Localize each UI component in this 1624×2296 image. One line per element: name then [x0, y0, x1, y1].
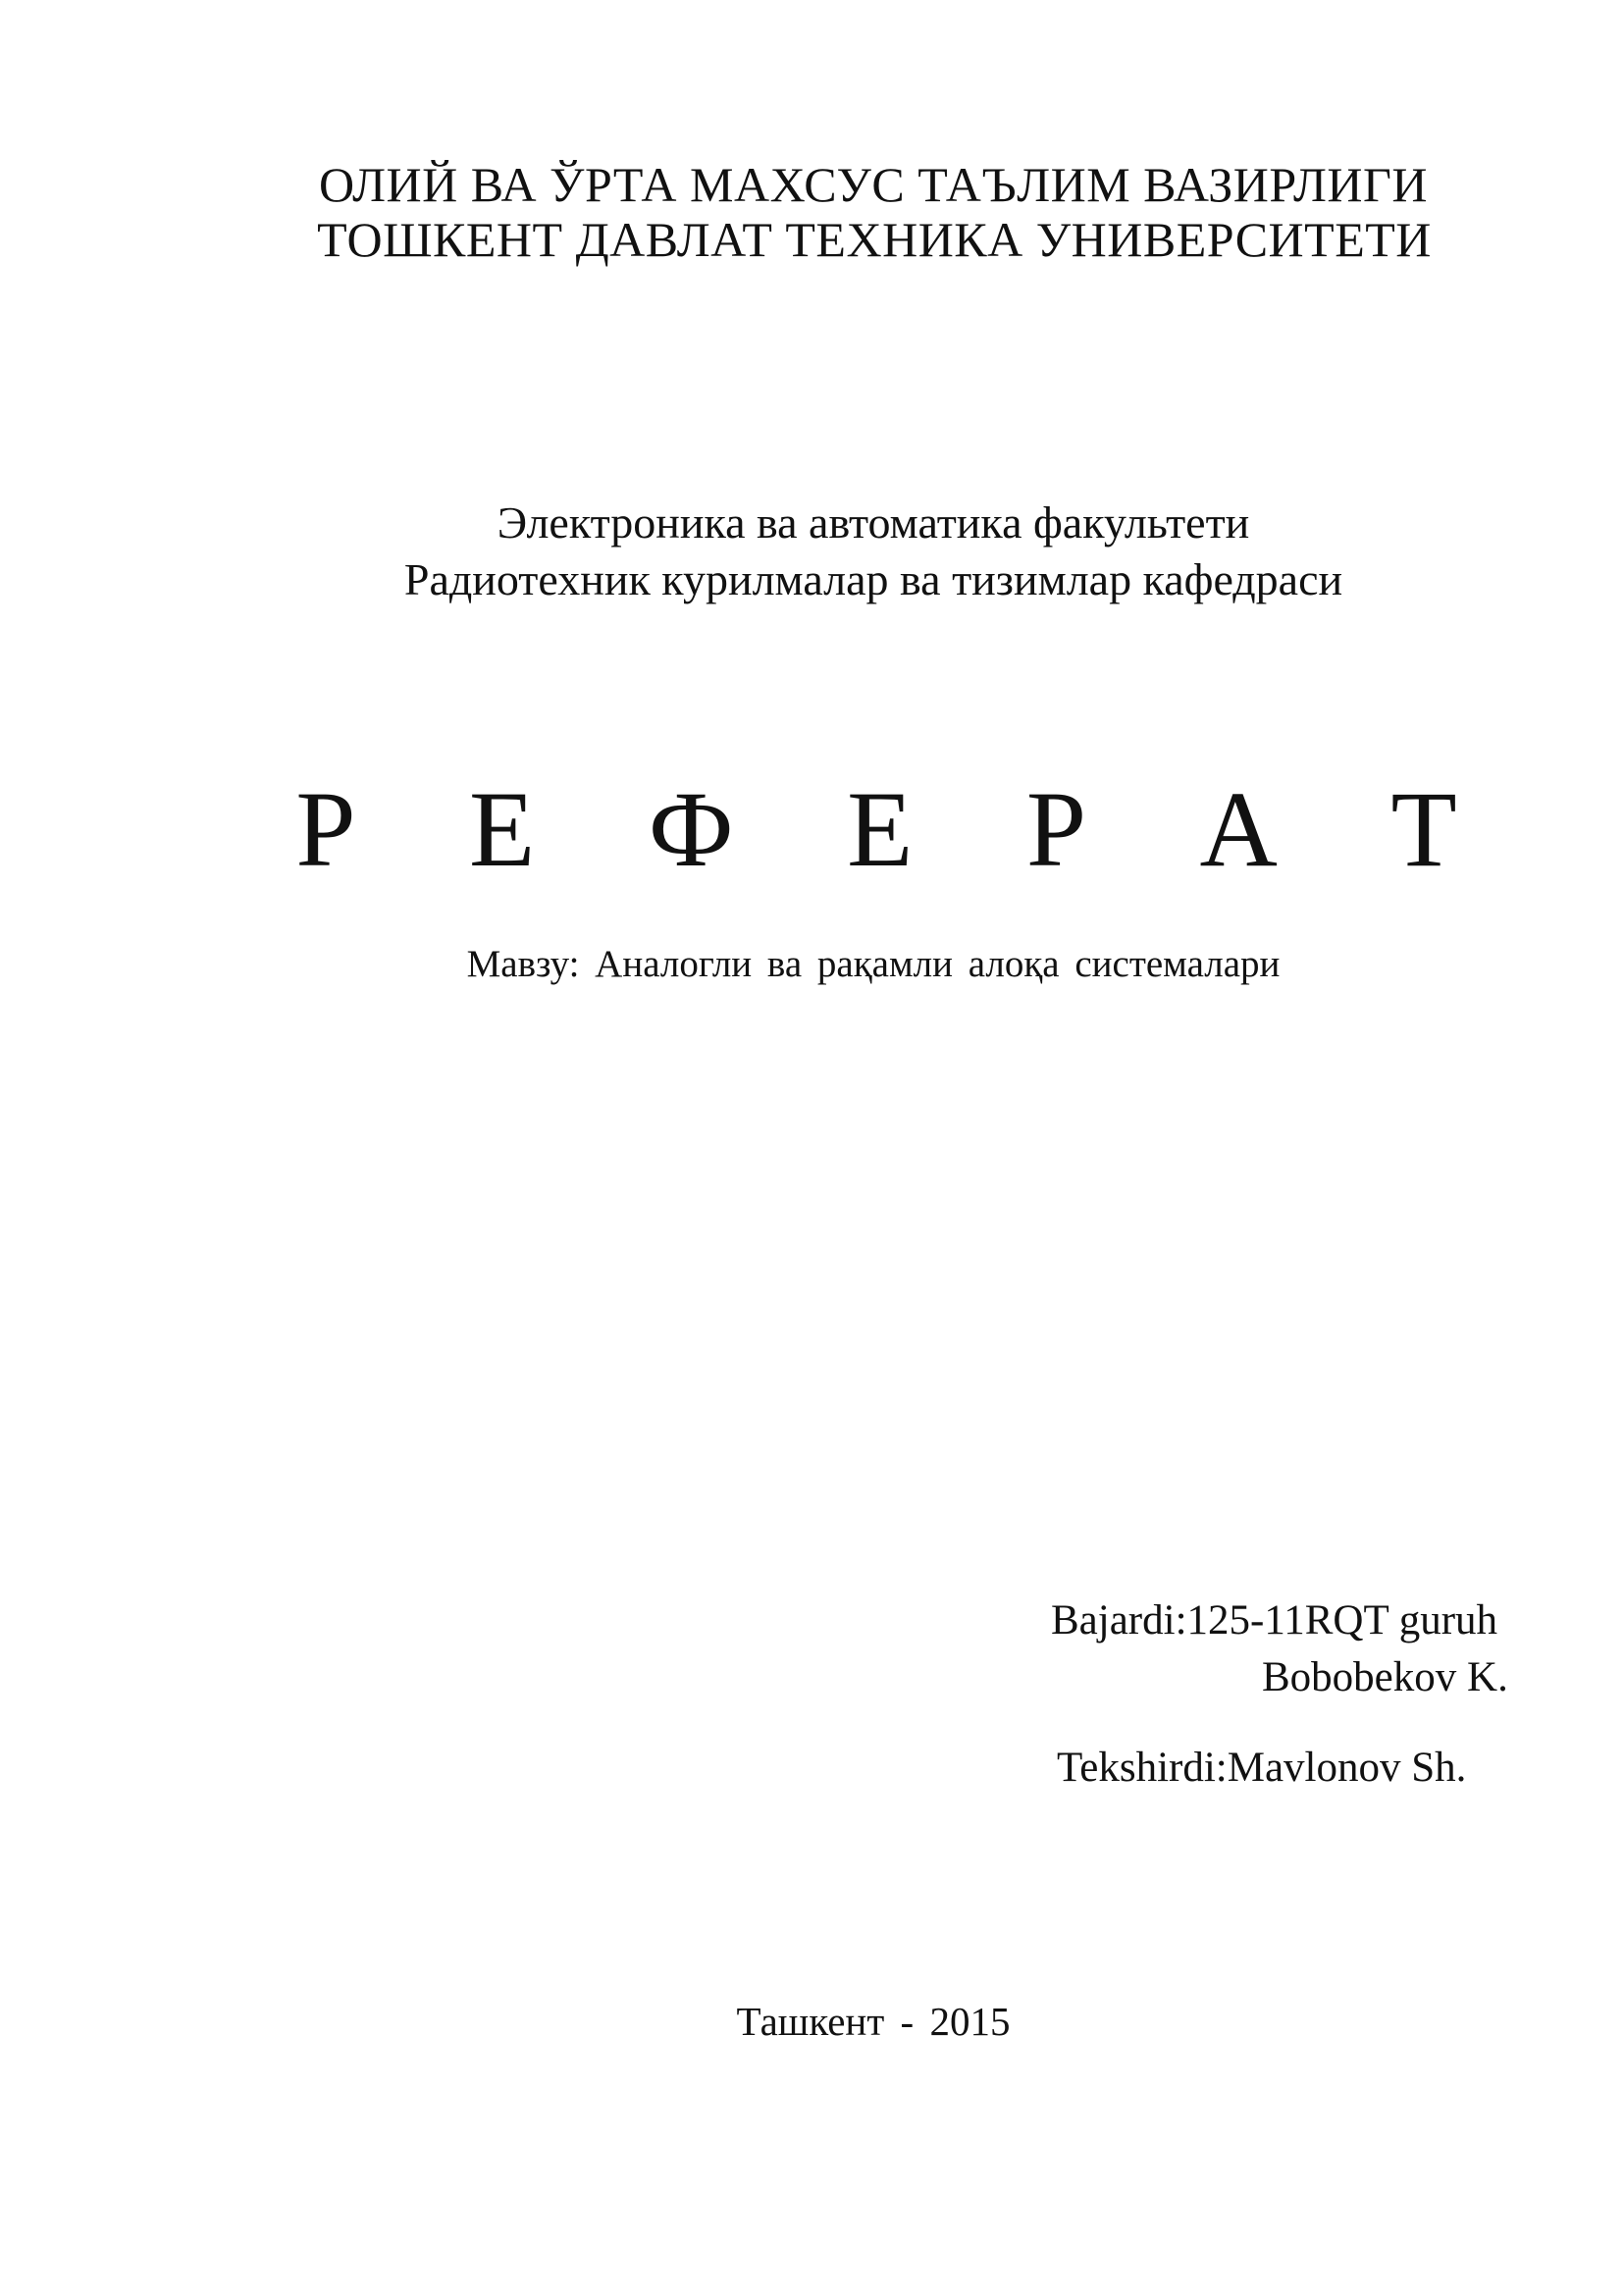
university-title: ТОШКЕНТ ДАВЛАТ ТЕХНИКА УНИВЕРСИТЕТИ — [317, 212, 1432, 267]
city-year: Ташкент - 2015 — [736, 1999, 1011, 2044]
chair-name: Радиотехник курилмалар ва тизимлар кафедраси — [403, 554, 1343, 604]
performed-by: Bajardi:125-11RQT guruh — [1051, 1597, 1498, 1644]
student-name: Bobobekov K. — [1262, 1654, 1508, 1700]
faculty-name: Электроника ва автоматика факультети — [497, 497, 1250, 548]
document-topic: Мавзу: Аналогли ва рақамли алоқа системалари — [466, 943, 1281, 985]
checked-by: Tekshirdi:Mavlonov Sh. — [1057, 1745, 1467, 1791]
document-type: Р Е Ф Е Р А Т — [295, 769, 1500, 889]
ministry-title: ОЛИЙ ВА ЎРТА МАХСУС ТАЪЛИМ ВАЗИРЛИГИ — [319, 157, 1428, 212]
